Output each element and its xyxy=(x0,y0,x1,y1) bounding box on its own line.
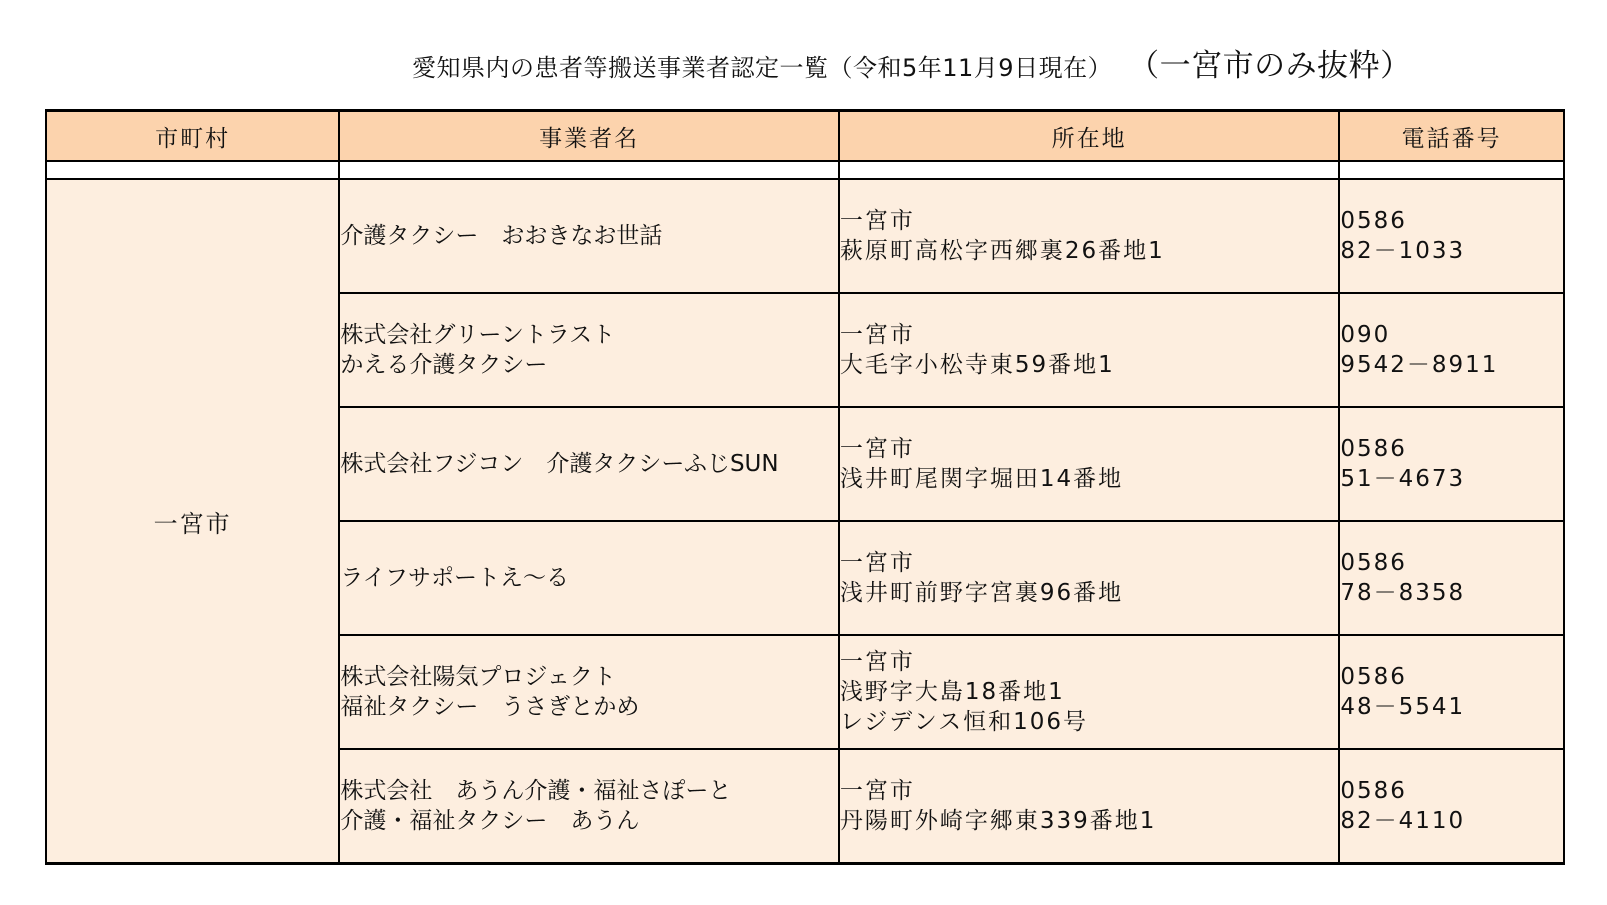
operator-name-cell xyxy=(339,407,839,521)
address-cell xyxy=(839,293,1340,407)
phone-line: 0586 xyxy=(1340,208,1407,234)
phone-line: 9542－8911 xyxy=(1340,352,1499,378)
header-municipality: 市町村 xyxy=(46,111,339,162)
title-main: 愛知県内の患者等搬送事業者認定一覧（令和5年11月9日現在） xyxy=(412,54,1113,82)
phone-line: 0586 xyxy=(1340,550,1407,576)
carrier-table xyxy=(45,109,1565,865)
title-sub: （一宮市のみ抜粋） xyxy=(1128,48,1412,84)
address-line: 浅井町前野字宮裏96番地 xyxy=(839,580,1124,606)
address-cell xyxy=(839,521,1340,635)
operator-name-line: 株式会社フジコン 介護タクシーふじSUN xyxy=(340,451,779,477)
phone-cell xyxy=(1339,179,1564,293)
document-title xyxy=(412,40,1412,84)
address-line: 一宮市 xyxy=(839,436,915,462)
address-line: 一宮市 xyxy=(839,322,915,348)
address-line: 浅井町尾関字堀田14番地 xyxy=(839,466,1124,492)
header-divider xyxy=(46,161,1564,179)
operator-name-line: 福祉タクシー うさぎとかめ xyxy=(340,694,640,720)
address-cell xyxy=(839,635,1340,749)
phone-line: 0586 xyxy=(1340,664,1407,690)
phone-cell xyxy=(1339,635,1564,749)
address-line: 一宮市 xyxy=(839,778,915,804)
address-line: 一宮市 xyxy=(839,550,915,576)
table-body xyxy=(46,161,1564,864)
operator-name-line: かえる介護タクシー xyxy=(340,352,548,378)
municipality-cell: 一宮市 xyxy=(46,179,339,864)
operator-name-line: ライフサポートえ～る xyxy=(340,565,569,591)
phone-line: 51－4673 xyxy=(1340,466,1466,492)
operator-name-cell xyxy=(339,635,839,749)
phone-cell xyxy=(1339,407,1564,521)
address-line: 浅野字大島18番地1 xyxy=(839,679,1065,705)
operator-name-cell xyxy=(339,179,839,293)
phone-cell xyxy=(1339,749,1564,864)
address-line: 一宮市 xyxy=(839,208,915,234)
address-line: 一宮市 xyxy=(839,649,915,675)
address-line: 萩原町高松字西郷裏26番地1 xyxy=(839,238,1165,264)
operator-name-line: 株式会社グリーントラスト xyxy=(340,322,616,348)
header-row xyxy=(46,111,1564,162)
operator-name-cell xyxy=(339,749,839,864)
operator-name-cell xyxy=(339,293,839,407)
phone-line: 48－5541 xyxy=(1340,694,1466,720)
address-line: 大毛字小松寺東59番地1 xyxy=(839,352,1115,378)
address-cell xyxy=(839,407,1340,521)
phone-line: 0586 xyxy=(1340,436,1407,462)
address-cell xyxy=(839,179,1340,293)
phone-line: 090 xyxy=(1340,322,1391,348)
phone-cell xyxy=(1339,521,1564,635)
phone-line: 82－4110 xyxy=(1340,808,1466,834)
operator-name-line: 株式会社陽気プロジェクト xyxy=(340,664,616,690)
table-row xyxy=(46,179,1564,293)
header-operator-name: 事業者名 xyxy=(339,111,839,162)
operator-name-line: 介護タクシー おおきなお世話 xyxy=(340,223,663,249)
header-address: 所在地 xyxy=(839,111,1340,162)
address-line: レジデンス恒和106号 xyxy=(839,709,1089,735)
address-line: 丹陽町外崎字郷東339番地1 xyxy=(839,808,1157,834)
phone-cell xyxy=(1339,293,1564,407)
operator-name-cell xyxy=(339,521,839,635)
operator-name-line: 株式会社 あうん介護・福祉さぽーと xyxy=(340,778,732,804)
phone-line: 0586 xyxy=(1340,778,1407,804)
phone-line: 78－8358 xyxy=(1340,580,1466,606)
phone-line: 82－1033 xyxy=(1340,238,1466,264)
address-cell xyxy=(839,749,1340,864)
header-phone: 電話番号 xyxy=(1339,111,1564,162)
operator-name-line: 介護・福祉タクシー あうん xyxy=(340,808,640,834)
